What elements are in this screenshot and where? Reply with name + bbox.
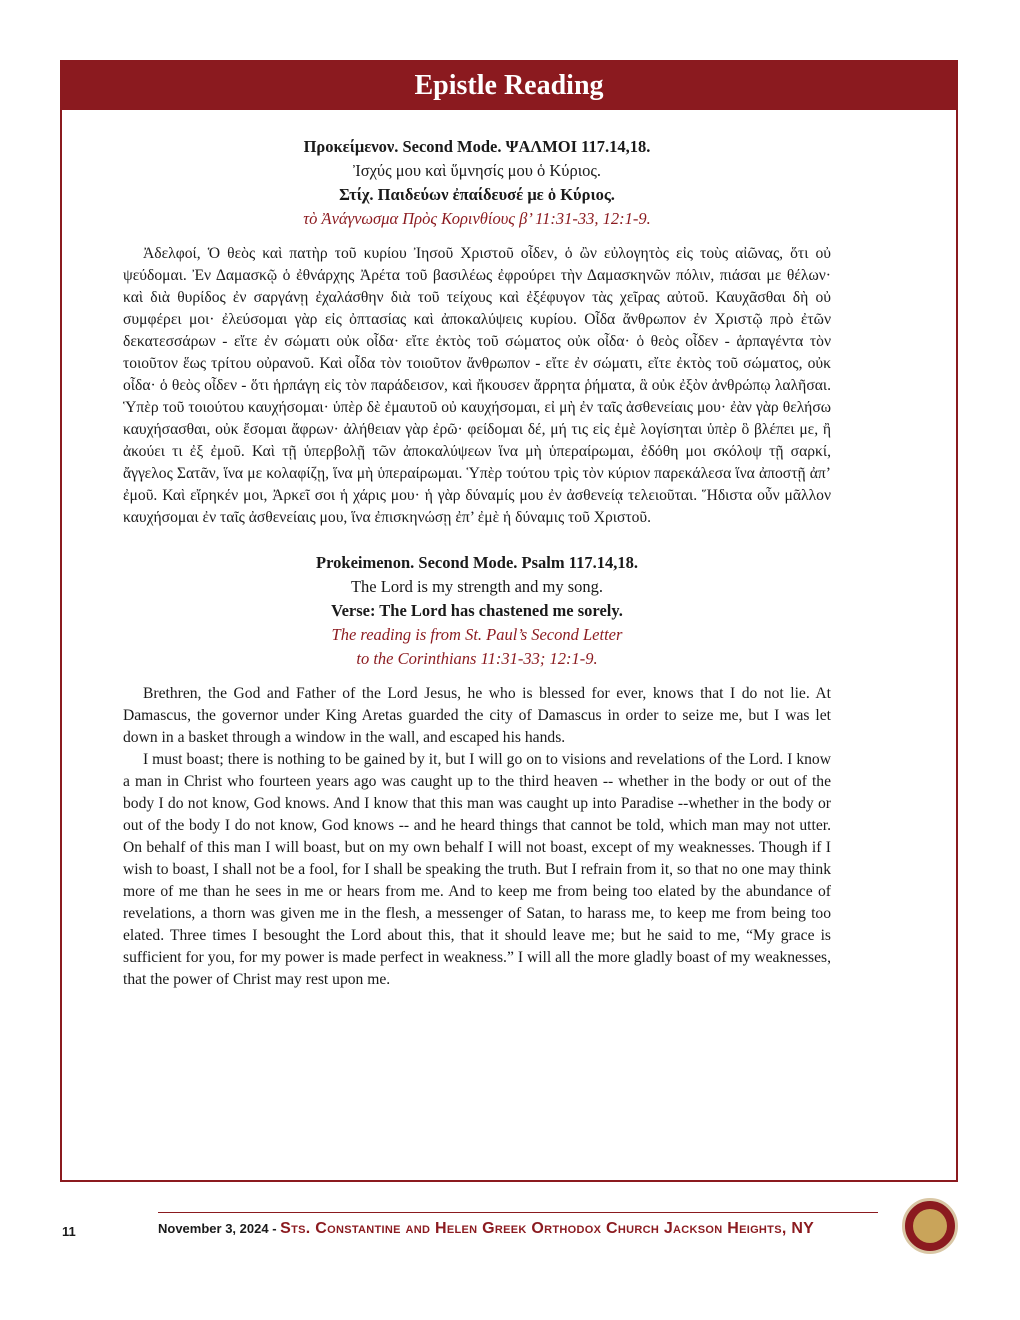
greek-verse: Ἰσχύς μου καὶ ὕμνησίς μου ὁ Κύριος.	[352, 161, 602, 180]
church-name: Sts. Constantine and Helen Greek Orthodox Church Jackson Heights, NY	[280, 1220, 815, 1237]
greek-text-block	[123, 243, 831, 529]
church-seal-icon	[902, 1198, 958, 1254]
footer-separator: -	[268, 1221, 281, 1236]
footer-divider	[158, 1212, 878, 1213]
footer-line	[158, 1220, 814, 1238]
greek-epistle-text: Ἀδελφοί, Ὁ θεὸς καὶ πατὴρ τοῦ κυρίου Ἰησοῦ Χριστοῦ οἶδεν, ὁ ὢν εὐλογητὸς εἰς τοὺς αἰῶνας, ὅτι οὐ ψεύδομαι. Ἐν Δαμασκῷ ὁ ἐθνάρχης Ἀρέτα τοῦ βασιλέως ἐφρούρει τὴν Δαμασκηνῶν πόλιν, πιάσαι με θέλων· καὶ διὰ θυρίδος ἐν σαργάνῃ ἐχαλάσθην διὰ τοῦ τείχους καὶ ἐξέφυγον τὰς χεῖρας αὐτοῦ. Καυχᾶσθαι δὴ οὐ συμφέρει μοι· ἐλεύσομαι γὰρ εἰς ὀπτασίας καὶ ἀποκαλύψεις κυρίου. Οἶδα ἄνθρωπον ἐν Χριστῷ πρὸ ἐτῶν δεκατεσσάρων - εἴτε ἐν σώματι οὐκ οἶδα· εἴτε ἐκτὸς τοῦ σώματος οὐκ οἶδα· ὁ θεὸς οἶδεν - ἁρπαγέντα τὸν τοιοῦτον ἕως τρίτου οὐρανοῦ. Καὶ οἶδα τὸν τοιοῦτον ἄνθρωπον - εἴτε ἐν σώματι, εἴτε ἐκτὸς τοῦ σώματος, οὐκ οἶδα· ὁ θεὸς οἶδεν - ὅτι ἡρπάγη εἰς τὸν παράδεισον, καὶ ἤκουσεν ἄρρητα ῥήματα, ἃ οὐκ ἐξὸν ἀνθρώπῳ λαλῆσαι. Ὑπὲρ τοῦ τοιούτου καυχήσομαι· ὑπὲρ δὲ ἐμαυτοῦ οὐ καυχήσομαι, εἰ μὴ ἐν ταῖς ἀσθενείαις μου· ἐὰν γὰρ θελήσω καυχήσασθαι, οὐκ ἔσομαι ἄφρων· ἀλήθειαν γὰρ ἐρῶ· φείδομαι δέ, μή τις εἰς ἐμὲ λογίσηται ὑπὲρ ὃ βλέπει με, ἢ ἀκούει τι ἐξ ἐμοῦ. Καὶ τῇ ὑπερβολῇ τῶν ἀποκαλύψεων ἵνα μὴ ὑπεραίρωμαι, ἐδόθη μοι σκόλοψ τῇ σαρκί, ἄγγελος Σατᾶν, ἵνα με κολαφίζῃ, ἵνα μὴ ὑπεραίρωμαι. Ὑπὲρ τούτου τρὶς τὸν κύριον παρεκάλεσα ἵνα ἀποστῇ ἀπ’ ἐμοῦ. Καὶ εἴρηκέν μοι, Ἀρκεῖ σοι ἡ χάρις μου· ἡ γὰρ δύναμίς μου ἐν ἀσθενείᾳ τελειοῦται. Ἥδιστα οὖν μᾶλλον καυχήσομαι ἐν ταῖς ἀσθενείαις μου, ἵνα ἐπισκηνώσῃ ἐπ’ ἐμὲ ἡ δύναμις τοῦ Χριστοῦ.	[123, 245, 831, 526]
seal-emblem-icon	[913, 1209, 947, 1243]
english-reading-reference-1: The reading is from St. Paul’s Second Letter	[331, 625, 623, 644]
english-reading-reference-2: to the Corinthians 11:31-33; 12:1-9.	[356, 649, 598, 668]
greek-prokeimenon: Προκείμενον. Second Mode. ΨΑΛΜΟΙ 117.14,18.	[303, 137, 651, 156]
english-verse-two: Verse: The Lord has chastened me sorely.	[331, 601, 623, 620]
greek-header	[123, 135, 831, 231]
reading-content	[123, 135, 831, 991]
english-text-block	[123, 683, 831, 991]
section-title: Epistle Reading	[62, 62, 956, 110]
footer-date: November 3, 2024	[158, 1221, 269, 1236]
english-header	[123, 551, 831, 671]
greek-stich: Στίχ. Παιδεύων ἐπαίδευσέ με ὁ Κύριος.	[339, 185, 615, 204]
english-prokeimenon: Prokeimenon. Second Mode. Psalm 117.14,18.	[316, 553, 638, 572]
english-verse: The Lord is my strength and my song.	[350, 577, 604, 596]
english-paragraph-2: I must boast; there is nothing to be gained by it, but I will go on to visions and revelations of the Lord. I know a man in Christ who fourteen years ago was caught up to the third heaven -- whether in the body or out of the body I do not know, God knows. And I know that this man was caught up into Paradise --whether in the body or out of the body I do not know, God knows -- and he heard things that cannot be told, which man may not utter. On behalf of this man I will boast, but on my own behalf I will not boast, except of my weaknesses. Though if I wish to boast, I shall not be a fool, for I shall be speaking the truth. But I refrain from it, so that no one may think more of me than he sees in me or hears from me. And to keep me from being too elated by the abundance of revelations, a thorn was given me in the flesh, a messenger of Satan, to harass me, to keep me from being too elated. Three times I besought the Lord about this, that it should leave me; but he said to me, “My grace is sufficient for you, for my power is made perfect in weakness.” I will all the more gladly boast of my weaknesses, that the power of Christ may rest upon me.	[123, 751, 831, 988]
english-paragraph-1: Brethren, the God and Father of the Lord Jesus, he who is blessed for ever, knows that I do not lie. At Damascus, the governor under King Aretas guarded the city of Damascus in order to seize me, but I was let down in a basket through a window in the wall, and escaped his hands.	[123, 685, 831, 746]
page-number: 11	[62, 1224, 76, 1239]
greek-reading-reference: τὸ Ἀνάγνωσμα Πρὸς Κορινθίους β’ 11:31-33, 12:1-9.	[303, 209, 651, 228]
